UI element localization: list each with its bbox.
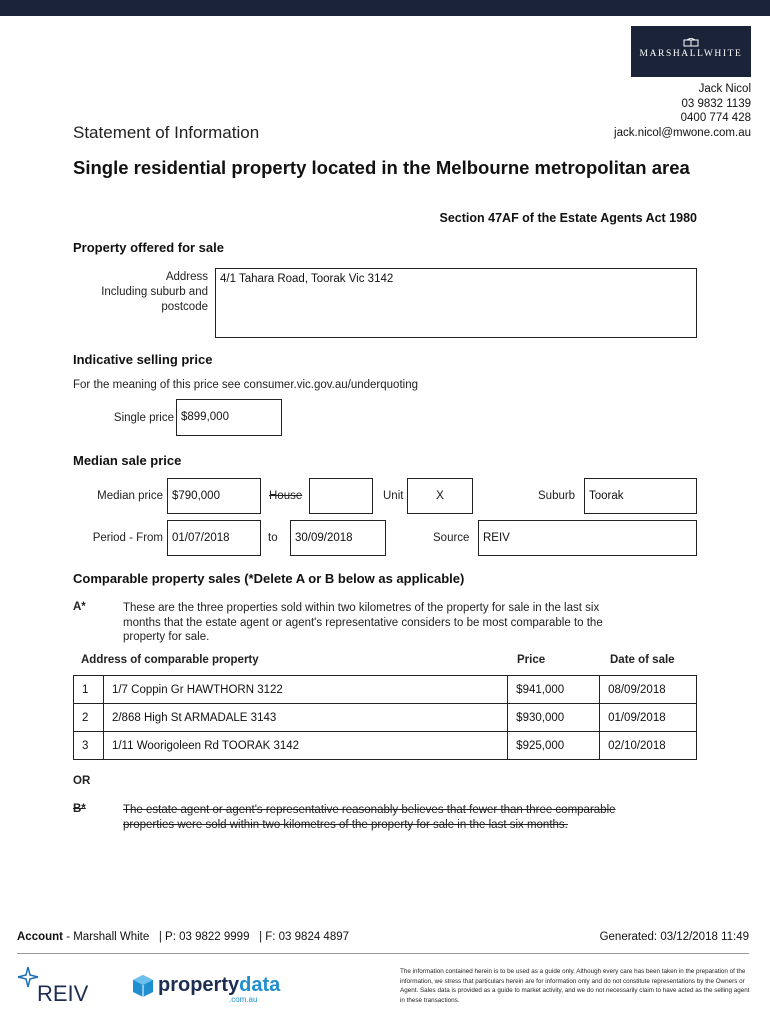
row-address: 1/7 Coppin Gr HAWTHORN 3122 <box>103 676 507 704</box>
option-b-line1: The estate agent or agent's representative reasonably believes that fewer than three comparable <box>123 804 616 816</box>
period-from-field[interactable]: 01/07/2018 <box>167 520 261 556</box>
property-heading: Property offered for sale <box>73 240 224 255</box>
suburb-field[interactable]: Toorak <box>584 478 697 514</box>
agent-mobile: 0400 774 428 <box>680 112 751 124</box>
row-date: 02/10/2018 <box>600 732 697 760</box>
agent-name: Jack Nicol <box>698 83 751 95</box>
address-label-line2: Including suburb and <box>101 286 208 298</box>
section-reference: Section 47AF of the Estate Agents Act 1980 <box>439 211 697 225</box>
address-label-line1: Address <box>165 271 208 283</box>
option-a-line1: These are the three properties sold within two kilometres of the property for sale in the last six <box>123 602 600 614</box>
row-date: 01/09/2018 <box>600 704 697 732</box>
source-label: Source <box>433 532 470 544</box>
table-row <box>74 704 697 732</box>
unit-label: Unit <box>383 490 404 502</box>
indicative-heading: Indicative selling price <box>73 352 213 367</box>
row-address: 1/11 Woorigoleen Rd TOORAK 3142 <box>103 732 507 760</box>
col-address-header: Address of comparable property <box>81 654 259 666</box>
option-b-text <box>123 803 616 833</box>
row-price: $930,000 <box>508 704 600 732</box>
account-info <box>17 931 349 943</box>
disclaimer-text: The information contained herein is to be used as a guide only. Although every care has been taken in the preparation of the information, we stress that particulars herein are for information only and do not constitute representations by the Owners or Agent. Sales data is provided as a guide to market activity, and we do not necessarily claim to have acted as the selling agent in these transactions. <box>400 968 750 1004</box>
agent-contact <box>614 82 751 140</box>
single-price-field[interactable]: $899,000 <box>176 399 282 436</box>
comparable-table <box>73 675 697 760</box>
agent-phone: 03 9832 1139 <box>681 97 751 110</box>
row-address: 2/868 High St ARMADALE 3143 <box>103 704 507 732</box>
crest-icon <box>683 38 699 47</box>
option-a-line3: property for sale. <box>123 631 210 643</box>
propertydata-logo-sub: .com.au <box>229 995 258 1004</box>
logo-text: MARSHALLWHITE <box>639 49 743 59</box>
agent-email[interactable]: jack.nicol@mwone.com.au <box>614 126 751 139</box>
unit-field[interactable]: X <box>407 478 473 514</box>
row-number: 3 <box>74 732 104 760</box>
col-price-header: Price <box>517 654 546 666</box>
row-price: $925,000 <box>508 732 600 760</box>
address-field[interactable]: 4/1 Tahara Road, Toorak Vic 3142 <box>215 268 697 338</box>
period-to-field[interactable]: 30/09/2018 <box>290 520 386 556</box>
option-a-text <box>123 601 603 645</box>
option-a-line2: months that the estate agent or agent's representative considers to be most comparable to the <box>123 616 603 629</box>
median-heading: Median sale price <box>73 453 182 468</box>
propertydata-logo-main: property <box>158 974 240 996</box>
propertydata-cube-icon <box>131 974 155 998</box>
generated-timestamp: Generated: 03/12/2018 11:49 <box>599 931 749 943</box>
account-label: Account <box>17 931 63 943</box>
row-number: 1 <box>74 676 104 704</box>
single-price-label: Single price <box>113 412 174 424</box>
account-value: - Marshall White <box>66 931 150 943</box>
address-label <box>101 270 208 315</box>
row-price: $941,000 <box>508 676 600 704</box>
comparable-heading: Comparable property sales (*Delete A or B below as applicable) <box>73 571 465 586</box>
or-label: OR <box>73 775 91 787</box>
row-number: 2 <box>74 704 104 732</box>
footer-divider <box>17 953 749 954</box>
option-b-label: B* <box>73 803 86 815</box>
account-phone: | P: 03 9822 9999 <box>158 931 250 943</box>
table-row <box>74 732 697 760</box>
account-fax: | F: 03 9824 4897 <box>259 931 350 943</box>
row-date: 08/09/2018 <box>600 676 697 704</box>
suburb-label: Suburb <box>538 490 576 502</box>
underquoting-note: For the meaning of this price see consumer.vic.gov.au/underquoting <box>73 379 418 391</box>
reiv-logo <box>17 966 91 1006</box>
marshall-white-logo <box>631 26 751 77</box>
top-bar <box>0 0 770 16</box>
table-row <box>74 676 697 704</box>
col-date-header: Date of sale <box>610 654 675 666</box>
reiv-star-icon <box>17 966 39 988</box>
median-price-field[interactable]: $790,000 <box>167 478 261 514</box>
period-from-label: Period - From <box>92 532 163 544</box>
propertydata-logo <box>131 972 281 1008</box>
source-field[interactable]: REIV <box>478 520 697 556</box>
house-field[interactable] <box>309 478 373 514</box>
doc-title: Statement of Information <box>73 123 260 142</box>
option-a-label: A* <box>73 601 86 613</box>
option-b-line2: properties were sold within two kilometres of the property for sale in the last six months. <box>123 819 568 831</box>
median-price-label: Median price <box>97 490 163 502</box>
address-label-line3: postcode <box>161 301 208 313</box>
to-label: to <box>268 532 278 544</box>
house-label: House <box>269 490 303 502</box>
reiv-logo-text: REIV <box>37 981 89 1006</box>
page-heading: Single residential property located in the Melbourne metropolitan area <box>73 157 690 178</box>
propertydata-logo-accent: data <box>239 974 281 996</box>
